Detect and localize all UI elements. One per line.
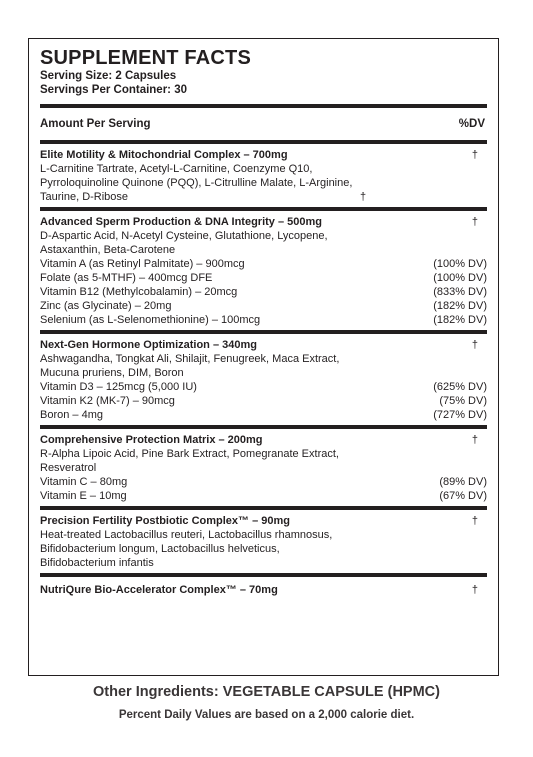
dagger-mark: † [471, 339, 478, 351]
nutrient-name: Folate (as 5-MTHF) – 400mcg DFE [40, 272, 213, 284]
ingredient-list-line [40, 243, 487, 257]
nutrient-name: Zinc (as Glycinate) – 20mg [40, 300, 172, 312]
other-ingredients: Other Ingredients: VEGETABLE CAPSULE (HPMC) [93, 684, 440, 700]
ingredient-list-line [40, 556, 487, 570]
section-heading [40, 433, 487, 447]
ingredient-section [40, 144, 487, 207]
section-heading-text: NutriQure Bio-Accelerator Complex™ – 70mg [40, 584, 278, 596]
nutrient-daily-value: (182% DV) [433, 300, 487, 312]
ingredient-section [40, 577, 487, 600]
nutrient-row [40, 408, 487, 422]
sections-container [40, 140, 487, 600]
nutrient-row [40, 394, 487, 408]
nutrient-daily-value: (75% DV) [439, 395, 487, 407]
ingredient-section [40, 510, 487, 573]
ingredient-list-line [40, 528, 487, 542]
nutrient-row [40, 299, 487, 313]
nutrient-daily-value: (625% DV) [433, 381, 487, 393]
daily-value-footnote: Percent Daily Values are based on a 2,000 calorie diet. [118, 709, 415, 721]
dagger-mark: † [360, 191, 367, 203]
nutrient-daily-value: (100% DV) [433, 258, 487, 270]
nutrient-daily-value: (67% DV) [439, 490, 487, 502]
nutrient-row [40, 380, 487, 394]
section-heading [40, 148, 487, 162]
ingredient-list-line [40, 461, 487, 475]
dagger-mark: † [471, 149, 478, 161]
ingredient-list-text: Heat-treated Lactobacillus reuteri, Lactobacillus rhamnosus, [40, 529, 333, 541]
section-heading [40, 583, 487, 597]
nutrient-row [40, 475, 487, 489]
ingredient-section [40, 334, 487, 425]
nutrient-daily-value: (100% DV) [433, 272, 487, 284]
ingredient-list-text: Bifidobacterium infantis [40, 557, 154, 569]
amount-per-serving-label: Amount Per Serving [40, 118, 151, 130]
section-heading-text: Precision Fertility Postbiotic Complex™ – 90mg [40, 515, 291, 527]
nutrient-name: Boron – 4mg [40, 409, 103, 421]
nutrient-daily-value: (182% DV) [433, 314, 487, 326]
ingredient-list-text: Pyrroloquinoline Quinone (PQQ), L-Citrulline Malate, L-Arginine, [40, 177, 353, 189]
section-heading [40, 338, 487, 352]
nutrient-name: Selenium (as L-Selenomethionine) – 100mcg [40, 314, 261, 326]
nutrient-row [40, 285, 487, 299]
section-heading-text: Elite Motility & Mitochondrial Complex – 700mg [40, 149, 288, 161]
nutrient-name: Vitamin A (as Retinyl Palmitate) – 900mcg [40, 258, 245, 270]
amount-header-row [40, 108, 487, 140]
ingredient-list-text: Resveratrol [40, 462, 97, 474]
ingredient-list-text: Mucuna pruriens, DIM, Boron [40, 367, 184, 379]
nutrient-row [40, 257, 487, 271]
ingredient-list-line [40, 190, 487, 204]
ingredient-list-text: R-Alpha Lipoic Acid, Pine Bark Extract, Pomegranate Extract, [40, 448, 339, 460]
nutrient-daily-value: (727% DV) [433, 409, 487, 421]
ingredient-section [40, 211, 487, 330]
section-heading-text: Next-Gen Hormone Optimization – 340mg [40, 339, 257, 351]
ingredient-list-text: L-Carnitine Tartrate, Acetyl-L-Carnitine, Coenzyme Q10, [40, 163, 313, 175]
ingredient-list-text: D-Aspartic Acid, N-Acetyl Cysteine, Glutathione, Lycopene, [40, 230, 328, 242]
nutrient-row [40, 313, 487, 327]
nutrient-name: Vitamin D3 – 125mcg (5,000 IU) [40, 381, 197, 393]
nutrient-name: Vitamin C – 80mg [40, 476, 128, 488]
section-heading-text: Comprehensive Protection Matrix – 200mg [40, 434, 263, 446]
ingredient-list-line [40, 229, 487, 243]
dagger-mark: † [471, 216, 478, 228]
nutrient-name: Vitamin B12 (Methylcobalamin) – 20mcg [40, 286, 238, 298]
nutrient-name: Vitamin E – 10mg [40, 490, 127, 502]
ingredient-section [40, 429, 487, 506]
ingredient-list-line [40, 366, 487, 380]
ingredient-list-line [40, 162, 487, 176]
ingredient-list-text: Taurine, D-Ribose [40, 191, 129, 203]
ingredient-list-text: Astaxanthin, Beta-Carotene [40, 244, 176, 256]
ingredient-list-line [40, 352, 487, 366]
ingredient-list-line [40, 176, 487, 190]
section-heading-text: Advanced Sperm Production & DNA Integrity – 500mg [40, 216, 322, 228]
nutrient-daily-value: (833% DV) [433, 286, 487, 298]
nutrient-daily-value: (89% DV) [439, 476, 487, 488]
ingredient-list-line [40, 447, 487, 461]
servings-per-container: Servings Per Container: 30 [40, 83, 187, 96]
nutrient-name: Vitamin K2 (MK-7) – 90mcg [40, 395, 175, 407]
dagger-mark: † [471, 515, 478, 527]
dagger-mark: † [471, 584, 478, 596]
supplement-facts-panel [28, 38, 499, 676]
ingredient-list-text: Bifidobacterium longum, Lactobacillus helveticus, [40, 543, 280, 555]
dv-header-label: %DV [458, 118, 485, 130]
ingredient-list-line [40, 542, 487, 556]
section-heading [40, 514, 487, 528]
panel-title: SUPPLEMENT FACTS [40, 47, 251, 69]
serving-size: Serving Size: 2 Capsules [40, 70, 177, 82]
ingredient-list-text: Ashwagandha, Tongkat Ali, Shilajit, Fenugreek, Maca Extract, [40, 353, 340, 365]
dagger-mark: † [471, 434, 478, 446]
section-heading [40, 215, 487, 229]
nutrient-row [40, 489, 487, 503]
nutrient-row [40, 271, 487, 285]
